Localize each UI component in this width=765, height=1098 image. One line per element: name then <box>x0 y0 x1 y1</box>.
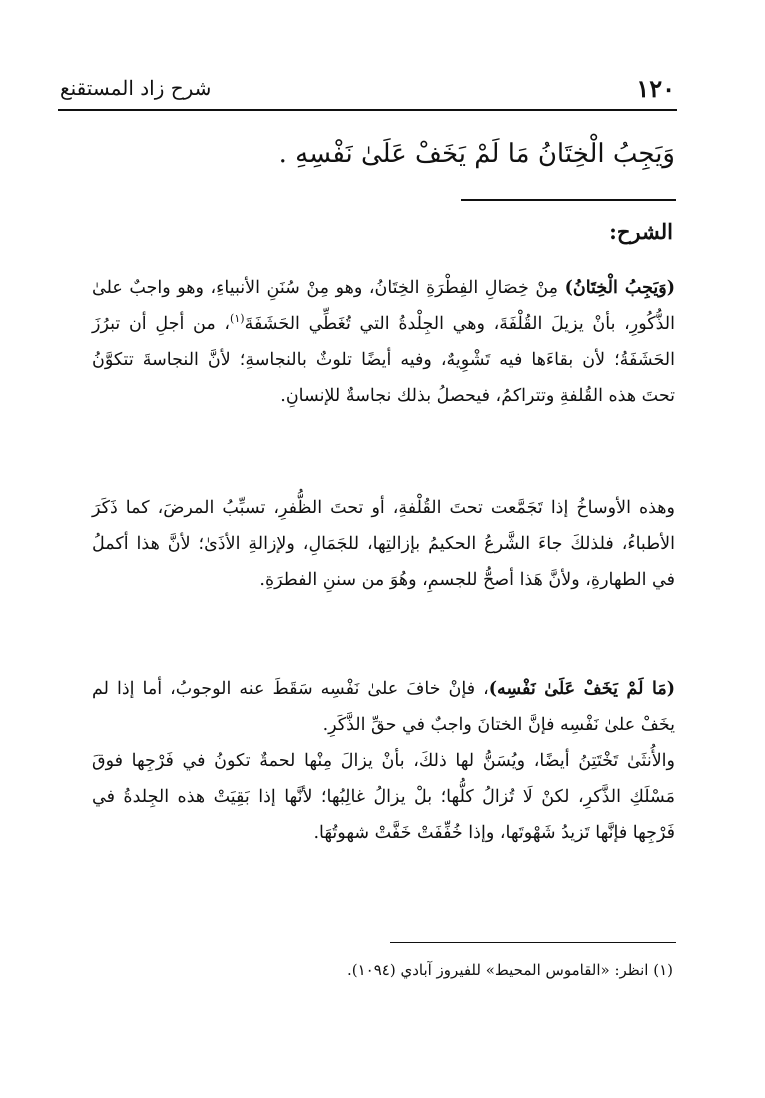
book-title: شرح زاد المستقنع <box>60 76 212 100</box>
sharh-paragraph-3 <box>92 671 675 743</box>
paragraph-text: ، فإنْ خافَ علىٰ نَفْسِه سَقَطَ عنه الوجوبُ، أما إذا لم يخَفْ علىٰ نَفْسِه فإنَّ الختانَ واجبٌ في حقِّ الذَّكَرِ. <box>92 679 675 735</box>
footnote-divider <box>390 942 676 943</box>
matn-text: وَيَجِبُ الْخِتَانُ مَا لَمْ يَخَفْ عَلَىٰ نَفْسِهِ . <box>278 139 675 169</box>
running-header <box>60 72 675 104</box>
sharh-paragraph-2: وهذه الأوساخُ إذا تَجَمَّعت تحتَ القُلْفةِ، أو تحتَ الظُّفرِ، تسبِّبُ المرضَ، كما ذَكَرَ الأطباءُ، فلذلكَ جاءَ الشَّرعُ الحكيمُ بإزالتِها، للجَمَالِ، ولإزالةِ الأذَىٰ؛ لأنَّ هذا أكملُ في الطهارةِ، ولأنَّ هَذا أصحُّ للجسمِ، وهُوَ من سننِ الفطرَةِ. <box>92 498 675 590</box>
paragraph-text: مِنْ خِصَالِ الفِطْرَةِ الخِتَانُ، وهو مِنْ سُنَنِ الأنبياءِ، وهو واجبٌ علىٰ الذُّكُورِ، بأنْ يزيلَ القُلْفَةَ، وهي الجِلْدةُ التي تُغَطِّي الحَشَفَةَ <box>92 278 675 334</box>
sharh-paragraph-1 <box>92 270 697 414</box>
lemma-quote: (وَيَجِبُ الْخِتَانُ) <box>564 278 675 298</box>
lemma-quote: (مَا لَمْ يَخَفْ عَلَىٰ نَفْسِه) <box>488 679 675 699</box>
page-number: ١٢٠ <box>636 73 675 103</box>
sharh-paragraph-4: والأُنثَىٰ تَخْتَتِنُ أيضًا، ويُسَنُّ لها ذلكَ، بأنْ يزالَ مِنْها لحمةٌ تكونُ في فَرْجِها فوقَ مَسْلَكِ الذَّكرِ، لكنْ لَا تُزالُ كلُّها؛ بلْ يزالُ غالِبُها؛ لأنَّها إذا بَقِيَتْ هذه الجِلدةُ في فَرْجِها فإنَّها تَزيدُ شَهْوتَها، وإذا خُفِّفَتْ خَفَّتْ شهوتُهَا. <box>92 751 675 843</box>
footnote: (١) انظر: «القاموس المحيط» للفيروز آبادي (١٠٩٤). <box>346 961 673 979</box>
matn-divider <box>461 199 676 201</box>
sharh-heading: الشرح: <box>609 219 673 244</box>
paragraph-text: ، من أجلِ أن تبرُزَ الحَشَفَةُ؛ لأن بقاءَها فيه تَشْوِيهٌ، وفيه أيضًا تلوثٌ بالنجاسةِ؛ لأنَّ النجاسةَ تتكوَّنُ تحتَ هذه القُلفةِ وتتراكمُ، فيحصلُ بذلك نجاسةٌ للإنسانِ. <box>92 314 675 406</box>
footnote-reference: (١) <box>230 312 245 326</box>
header-divider <box>58 109 677 111</box>
